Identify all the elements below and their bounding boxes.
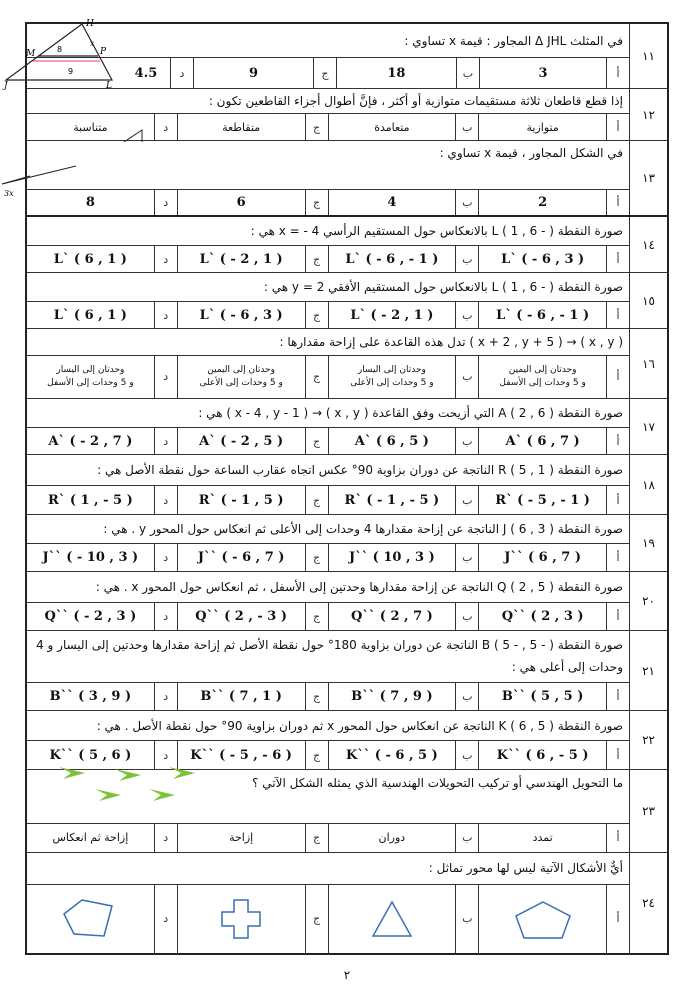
- option-c[interactable]: B`` ( 7 , 1 ): [200, 688, 282, 704]
- option-b[interactable]: L` ( - 2 , 1 ): [350, 307, 434, 323]
- option-b[interactable]: B`` ( 7 , 9 ): [351, 688, 433, 704]
- option-a[interactable]: [479, 885, 606, 953]
- question-number: ٢١: [629, 631, 667, 710]
- question-number: ٢٢: [629, 711, 667, 769]
- option-d[interactable]: L` ( 6 , 1 ): [53, 251, 127, 267]
- option-c[interactable]: متقاطعة: [222, 120, 261, 134]
- option-a[interactable]: R` ( - 5 , - 1 ): [495, 492, 590, 508]
- option-a[interactable]: وحدتان إلى اليمين و 5 وحدات إلى الأسفل: [499, 364, 586, 388]
- option-a[interactable]: L` ( - 6 , 3 ): [501, 251, 585, 267]
- angle-marker: [122, 126, 146, 146]
- question-number: ٢٤: [629, 853, 667, 953]
- option-d[interactable]: B`` ( 3 , 9 ): [49, 688, 132, 704]
- question-number: ١٥: [629, 273, 667, 328]
- question-number: ١٩: [629, 515, 667, 571]
- option-b[interactable]: 4: [387, 195, 397, 211]
- question-row: إذا قطع قاطعان ثلاثة مستقيمات متوازية أو أكثر ، فإنَّ أطوال أجزاء القاطعين تكون : أ متوازية ب متعامدة ج متقاطعة د متناسبة ١٢: [27, 89, 667, 141]
- question-row: ( x , y ) → ( x + 2 , y + 5 ) تدل هذه القاعدة على إزاحة مقدارها : أ وحدتان إلى اليمين و 5 وحدات إلى الأسفل ب وحدتان إلى اليسار و 5 وحدات إلى الأعلى ج وحدتان إلى اليمين و 5 وحدات إلى الأعلى د وحدتان إلى اليسار و 5 وحدات إلى الأسفل ١٦: [27, 329, 667, 399]
- question-row: صورة النقطة L ( 1 , 6 - ) بالانعكاس حول المستقيم الأفقي y = 2 هي : أ L` ( - 6 , - 1 ) ب L` ( - 2 , 1 ) ج L` ( - 6 , 3 ) د L` ( 6 , 1 ) ١٥: [27, 273, 667, 329]
- option-c[interactable]: 6: [236, 195, 246, 211]
- angle-figure: [0, 162, 80, 200]
- option-c[interactable]: [178, 885, 305, 953]
- question-text: إذا قطع قاطعان ثلاثة مستقيمات متوازية أو أكثر ، فإنَّ أطوال أجزاء القاطعين تكون :: [208, 94, 623, 109]
- question-text: صورة النقطة A ( 2 , 6 ) التي أزيحت وفق القاعدة ( x , y ) → ( x - 4 , y - 1 ) هي :: [198, 406, 623, 421]
- triangle-figure: [2, 18, 120, 90]
- option-d[interactable]: A` ( - 2 , 7 ): [48, 433, 133, 449]
- option-a[interactable]: 3: [538, 65, 548, 81]
- question-number: ٢٠: [629, 572, 667, 630]
- option-c[interactable]: L` ( - 2 , 1 ): [199, 251, 283, 267]
- option-c[interactable]: وحدتان إلى اليمين و 5 وحدات إلى الأعلى: [199, 364, 283, 388]
- option-a[interactable]: تمدد: [532, 831, 553, 845]
- question-text: ما التحويل الهندسي أو تركيب التحويلات الهندسية الذي يمثله الشكل الآتي ؟: [252, 776, 623, 790]
- option-d[interactable]: متناسبة: [73, 120, 108, 134]
- option-b[interactable]: متعامدة: [374, 120, 410, 134]
- question-text: صورة النقطة R ( 5 , 1 ) الناتجة عن دوران بزاوية 90° عكس اتجاه عقارب الساعة حول نقطة الأصل هي :: [97, 463, 623, 478]
- option-c[interactable]: Q`` ( 2 , - 3 ): [195, 609, 288, 625]
- question-row: صورة النقطة Q ( 2 , 5 ) الناتجة عن إزاحة مقدارها وحدتين إلى الأسفل ، ثم انعكاس حول المحور x . هي : أ Q`` ( 2 , 3 ) ب Q`` ( 2 , 7 ) ج Q`` ( 2 , - 3 ) د Q`` ( - 2 , 3 ) ٢٠: [27, 572, 667, 631]
- option-d[interactable]: [27, 885, 154, 953]
- question-text: ( x , y ) → ( x + 2 , y + 5 ) تدل هذه القاعدة على إزاحة مقدارها :: [279, 334, 623, 349]
- question-text: صورة النقطة B ( 5 - , 5 - ) الناتجة عن دوران بزاوية 180° حول نقطة الأصل ثم إزاحة مقدارها وحدتين إلى اليسار و 4 وحدات إلى أعلى هي :: [36, 638, 623, 675]
- question-number: ٢٣: [629, 770, 667, 852]
- question-row: في الشكل المجاور ، قيمة x تساوي : أ 2 ب 4 ج 6 د 8 ١٣: [27, 141, 667, 217]
- option-d[interactable]: إزاحة ثم انعكاس: [52, 831, 129, 845]
- option-c[interactable]: K`` ( - 5 , - 6 ): [190, 747, 292, 763]
- option-d[interactable]: J`` ( - 10 , 3 ): [42, 550, 139, 566]
- pentagon-shape: [508, 894, 578, 944]
- triangle-shape: [367, 894, 417, 944]
- svg-text:H: H: [86, 19, 94, 29]
- option-d[interactable]: R` ( 1 , - 5 ): [47, 492, 133, 508]
- option-d[interactable]: L` ( 6 , 1 ): [53, 307, 127, 323]
- option-a[interactable]: Q`` ( 2 , 3 ): [501, 609, 584, 625]
- option-c[interactable]: A` ( - 2 , 5 ): [199, 433, 284, 449]
- option-b[interactable]: 18: [387, 65, 406, 81]
- question-number: ١٧: [629, 399, 667, 454]
- svg-text:8: 8: [57, 45, 63, 54]
- question-text: أيٌّ الأشكال الآتية ليس لها محور تماثل :: [428, 861, 623, 876]
- question-row: صورة النقطة J ( 6 , 3 ) الناتجة عن إزاحة مقدارها 4 وحدات إلى الأعلى ثم انعكاس حول المحور y . هي : أ J`` ( 6 , 7 ) ب J`` ( 10 , 3 ) ج J`` ( - 6 , 7 ) د J`` ( - 10 , 3 ) ١٩: [27, 515, 667, 572]
- svg-text:3x: 3x: [4, 189, 14, 198]
- question-text: صورة النقطة Q ( 2 , 5 ) الناتجة عن إزاحة مقدارها وحدتين إلى الأسفل ، ثم انعكاس حول المحور x . هي :: [95, 580, 623, 595]
- option-d[interactable]: Q`` ( - 2 , 3 ): [44, 609, 137, 625]
- question-row: صورة النقطة L ( 1 , 6 - ) بالانعكاس حول المستقيم الرأسي x = - 4 هي : أ L` ( - 6 , 3 ) ب L` ( - 6 , - 1 ) ج L` ( - 2 , 1 ) د L` ( 6 , 1 ) ١٤: [27, 217, 667, 273]
- question-row: ما التحويل الهندسي أو تركيب التحويلات الهندسية الذي يمثله الشكل الآتي ؟ أ تمدد ب دوران ج إزاحة د إزاحة ثم انعكاس ٢٣: [27, 770, 667, 853]
- question-row: صورة النقطة A ( 2 , 6 ) التي أزيحت وفق القاعدة ( x , y ) → ( x - 4 , y - 1 ) هي : أ A` ( 6 , 7 ) ب A` ( 6 , 5 ) ج A` ( - 2 , 5 ) د A` ( - 2 , 7 ) ١٧: [27, 399, 667, 455]
- option-b[interactable]: K`` ( - 6 , 5 ): [345, 747, 438, 763]
- question-text: صورة النقطة L ( 1 , 6 - ) بالانعكاس حول المستقيم الرأسي x = - 4 هي :: [250, 224, 623, 239]
- option-b[interactable]: J`` ( 10 , 3 ): [349, 550, 435, 566]
- svg-text:L: L: [106, 81, 112, 90]
- question-number: ١٢: [629, 89, 667, 140]
- question-row: في المثلث Δ JHL المجاور : قيمة x تساوي : أ 3 ب 18 ج 9 د 4.5 ١١: [27, 24, 667, 89]
- svg-text:M: M: [26, 49, 36, 59]
- option-c[interactable]: إزاحة: [229, 831, 254, 845]
- svg-text:x: x: [90, 39, 95, 48]
- option-a[interactable]: 2: [538, 195, 548, 211]
- svg-text:9: 9: [68, 67, 74, 76]
- svg-text:P: P: [100, 47, 107, 57]
- option-b[interactable]: وحدتان إلى اليسار و 5 وحدات إلى الأعلى: [350, 364, 434, 388]
- option-a[interactable]: L` ( - 6 , - 1 ): [496, 307, 590, 323]
- svg-text:J: J: [4, 81, 8, 90]
- question-number: ١٤: [629, 217, 667, 272]
- question-text: في المثلث Δ JHL المجاور : قيمة x تساوي :: [404, 33, 623, 48]
- question-number: ١٣: [629, 141, 667, 215]
- option-d[interactable]: 8: [85, 195, 95, 211]
- question-number: ١٦: [629, 329, 667, 398]
- option-a[interactable]: J`` ( 6 , 7 ): [504, 550, 581, 566]
- option-c[interactable]: J`` ( - 6 , 7 ): [197, 550, 285, 566]
- option-d[interactable]: 4.5: [134, 65, 158, 81]
- question-text: صورة النقطة L ( 1 , 6 - ) بالانعكاس حول المستقيم الأفقي y = 2 هي :: [263, 280, 623, 295]
- option-c[interactable]: 9: [248, 65, 258, 81]
- page-number: ٢: [343, 968, 351, 982]
- exam-sheet: [25, 22, 669, 955]
- translation-arrows-figure: [55, 765, 215, 809]
- question-text: صورة النقطة J ( 6 , 3 ) الناتجة عن إزاحة مقدارها 4 وحدات إلى الأعلى ثم انعكاس حول المحور y . هي :: [103, 522, 623, 537]
- option-b[interactable]: L` ( - 6 , - 1 ): [345, 251, 439, 267]
- option-b[interactable]: دوران: [378, 831, 406, 845]
- option-a[interactable]: A` ( 6 , 7 ): [505, 433, 580, 449]
- cross-shape: [216, 894, 266, 944]
- option-d[interactable]: K`` ( 5 , 6 ): [49, 747, 132, 763]
- option-a[interactable]: B`` ( 5 , 5 ): [501, 688, 584, 704]
- question-row: صورة النقطة B ( 5 - , 5 - ) الناتجة عن دوران بزاوية 180° حول نقطة الأصل ثم إزاحة مقدارها وحدتين إلى اليسار و 4 وحدات إلى أعلى هي : أ B`` ( 5 , 5 ) ب B`` ( 7 , 9 ) ج B`` ( 7 , 1 ) د B`` ( 3 , 9 ) ٢١: [27, 631, 667, 711]
- question-number: ١١: [629, 24, 667, 88]
- option-a[interactable]: متوازية: [526, 120, 559, 134]
- option-b[interactable]: A` ( 6 , 5 ): [354, 433, 429, 449]
- question-row: صورة النقطة R ( 5 , 1 ) الناتجة عن دوران بزاوية 90° عكس اتجاه عقارب الساعة حول نقطة الأصل هي : أ R` ( - 5 , - 1 ) ب R` ( - 1 , - 5 ) ج R` ( - 1 , 5 ) د R` ( 1 , - 5 ) ١٨: [27, 455, 667, 515]
- option-b[interactable]: [329, 885, 456, 953]
- question-row: أيٌّ الأشكال الآتية ليس لها محور تماثل : أ ب ج د ٢٤: [27, 853, 667, 953]
- option-b[interactable]: R` ( - 1 , - 5 ): [344, 492, 440, 508]
- option-c[interactable]: L` ( - 6 , 3 ): [199, 307, 283, 323]
- option-d[interactable]: وحدتان إلى اليسار و 5 وحدات إلى الأسفل: [47, 364, 134, 388]
- question-number: ١٨: [629, 455, 667, 514]
- question-text: في الشكل المجاور ، قيمة x تساوي :: [439, 146, 623, 160]
- question-text: صورة النقطة K ( 6 , 5 ) الناتجة عن انعكاس حول المحور x ثم دوران بزاوية 90° حول نقطة الأصل . هي :: [96, 718, 623, 733]
- option-a[interactable]: K`` ( 6 , - 5 ): [496, 747, 589, 763]
- question-row: صورة النقطة K ( 6 , 5 ) الناتجة عن انعكاس حول المحور x ثم دوران بزاوية 90° حول نقطة الأصل . هي : أ K`` ( 6 , - 5 ) ب K`` ( - 6 , 5 ) ج K`` ( - 5 , - 6 ) د K`` ( 5 , 6 ) ٢٢: [27, 711, 667, 770]
- option-b[interactable]: Q`` ( 2 , 7 ): [350, 609, 433, 625]
- option-c[interactable]: R` ( - 1 , 5 ): [198, 492, 284, 508]
- irregular-pentagon-shape: [60, 894, 120, 944]
